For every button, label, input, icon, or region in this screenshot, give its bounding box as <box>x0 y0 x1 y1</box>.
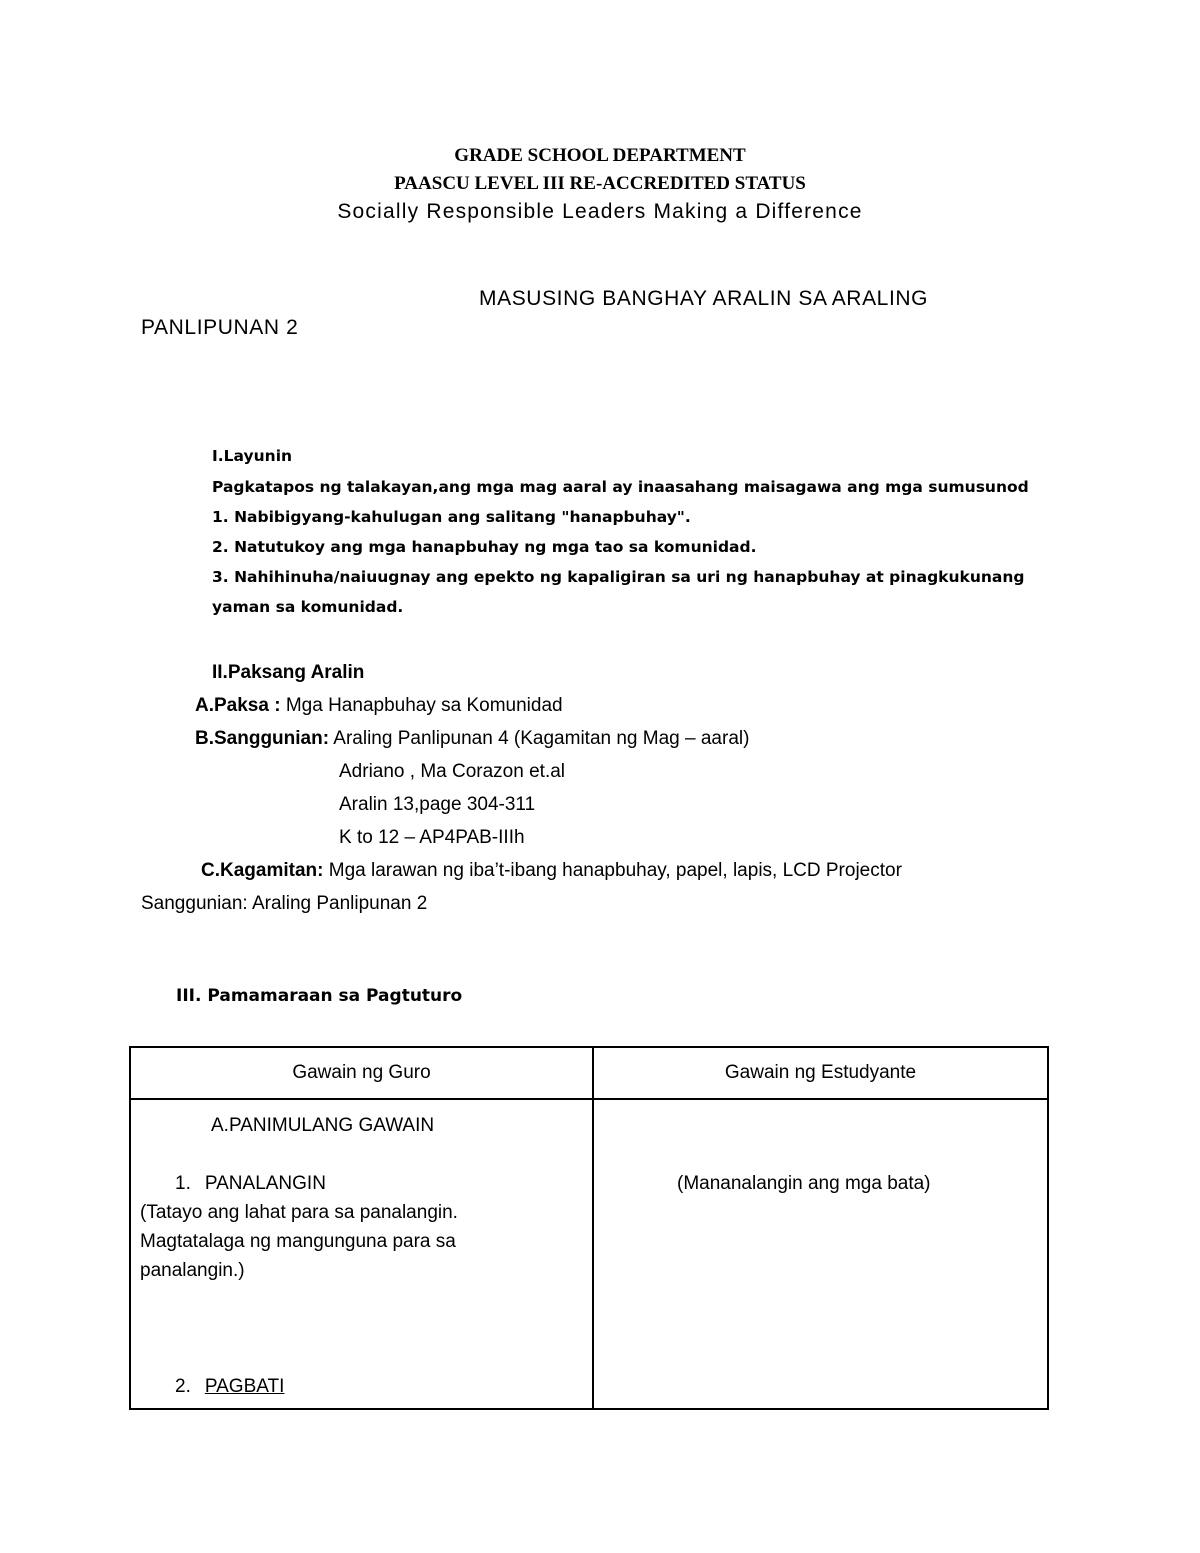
pagbati-label: PAGBATI <box>204 1376 285 1397</box>
panalangin-desc-1: (Tatayo ang lahat para sa panalangin. <box>140 1202 458 1223</box>
sanggunian-row <box>195 729 749 748</box>
sanggunian-label: B.Sanggunian <box>195 728 323 749</box>
objective-item-3: 3. Nahihinuha/naiuugnay ang epekto ng kapaligiran sa uri ng hanapbuhay at pinagkukunang <box>212 568 1025 586</box>
kagamitan-value: Mga larawan ng iba’t-ibang hanapbuhay, papel, lapis, LCD Projector <box>328 860 902 881</box>
panalangin-item <box>175 1174 326 1193</box>
layunin-intro: Pagkatapos ng talakayan,ang mga mag aaral ay inaasahang maisagawa ang mga sumusunod <box>212 478 1029 496</box>
paksang-aralin-heading: II.Paksang Aralin <box>212 662 365 683</box>
panimulang-gawain-heading: A.PANIMULANG GAWAIN <box>211 1115 435 1136</box>
table-row <box>130 1099 1048 1409</box>
lesson-procedure-table <box>129 1046 1049 1410</box>
panalangin-desc-2: Magtatalaga ng mangunguna para sa <box>140 1231 456 1252</box>
department-heading: GRADE SCHOOL DEPARTMENT <box>454 145 746 166</box>
student-cell <box>593 1099 1048 1409</box>
objective-item-3-cont: yaman sa komunidad. <box>212 598 404 616</box>
paksa-label: A.Paksa <box>195 695 269 716</box>
objective-item-2: 2. Natutukoy ang mga hanapbuhay ng mga tao sa komunidad. <box>212 538 757 556</box>
header-gawain-guro: Gawain ng Guro <box>130 1047 593 1099</box>
accreditation-heading: PAASCU LEVEL III RE-ACCREDITED STATUS <box>394 173 806 194</box>
sanggunian-line-2: Adriano , Ma Corazon et.al <box>339 761 566 782</box>
teacher-cell <box>130 1099 593 1409</box>
layunin-heading: I.Layunin <box>212 447 293 465</box>
paksa-colon: : <box>268 695 286 716</box>
school-motto: Socially Responsible Leaders Making a Difference <box>337 200 863 223</box>
panalangin-number: 1. <box>175 1173 191 1194</box>
header-gawain-estudyante: Gawain ng Estudyante <box>593 1047 1048 1099</box>
paksa-value: Mga Hanapbuhay sa Komunidad <box>285 695 563 716</box>
panalangin-label: PANALANGIN <box>204 1173 326 1194</box>
table-header-row <box>130 1047 1048 1099</box>
sanggunian-extra-line: Sanggunian: Araling Panlipunan 2 <box>141 893 428 914</box>
sanggunian-line-3: Aralin 13,page 304-311 <box>339 794 536 815</box>
panalangin-desc-3: panalangin.) <box>140 1260 245 1281</box>
objective-item-1: 1. Nabibigyang-kahulugan ang salitang "hanapbuhay". <box>212 508 691 526</box>
kagamitan-row <box>201 861 902 880</box>
paksa-row <box>195 696 563 715</box>
sanggunian-line-1: Araling Panlipunan 4 (Kagamitan ng Mag – aaral) <box>333 728 750 749</box>
document-title-line1: MASUSING BANGHAY ARALIN SA ARALING <box>479 287 929 310</box>
kagamitan-label: C.Kagamitan: <box>201 860 324 881</box>
pagbati-number: 2. <box>175 1376 191 1397</box>
document-title-line2: PANLIPUNAN 2 <box>141 316 299 339</box>
pagbati-item <box>175 1377 284 1396</box>
student-response-1: (Mananalangin ang mga bata) <box>677 1173 931 1194</box>
pamamaraan-heading: III. Pamamaraan sa Pagtuturo <box>176 986 463 1006</box>
sanggunian-colon: : <box>322 728 330 749</box>
sanggunian-line-4: K to 12 – AP4PAB-IIIh <box>339 827 525 848</box>
